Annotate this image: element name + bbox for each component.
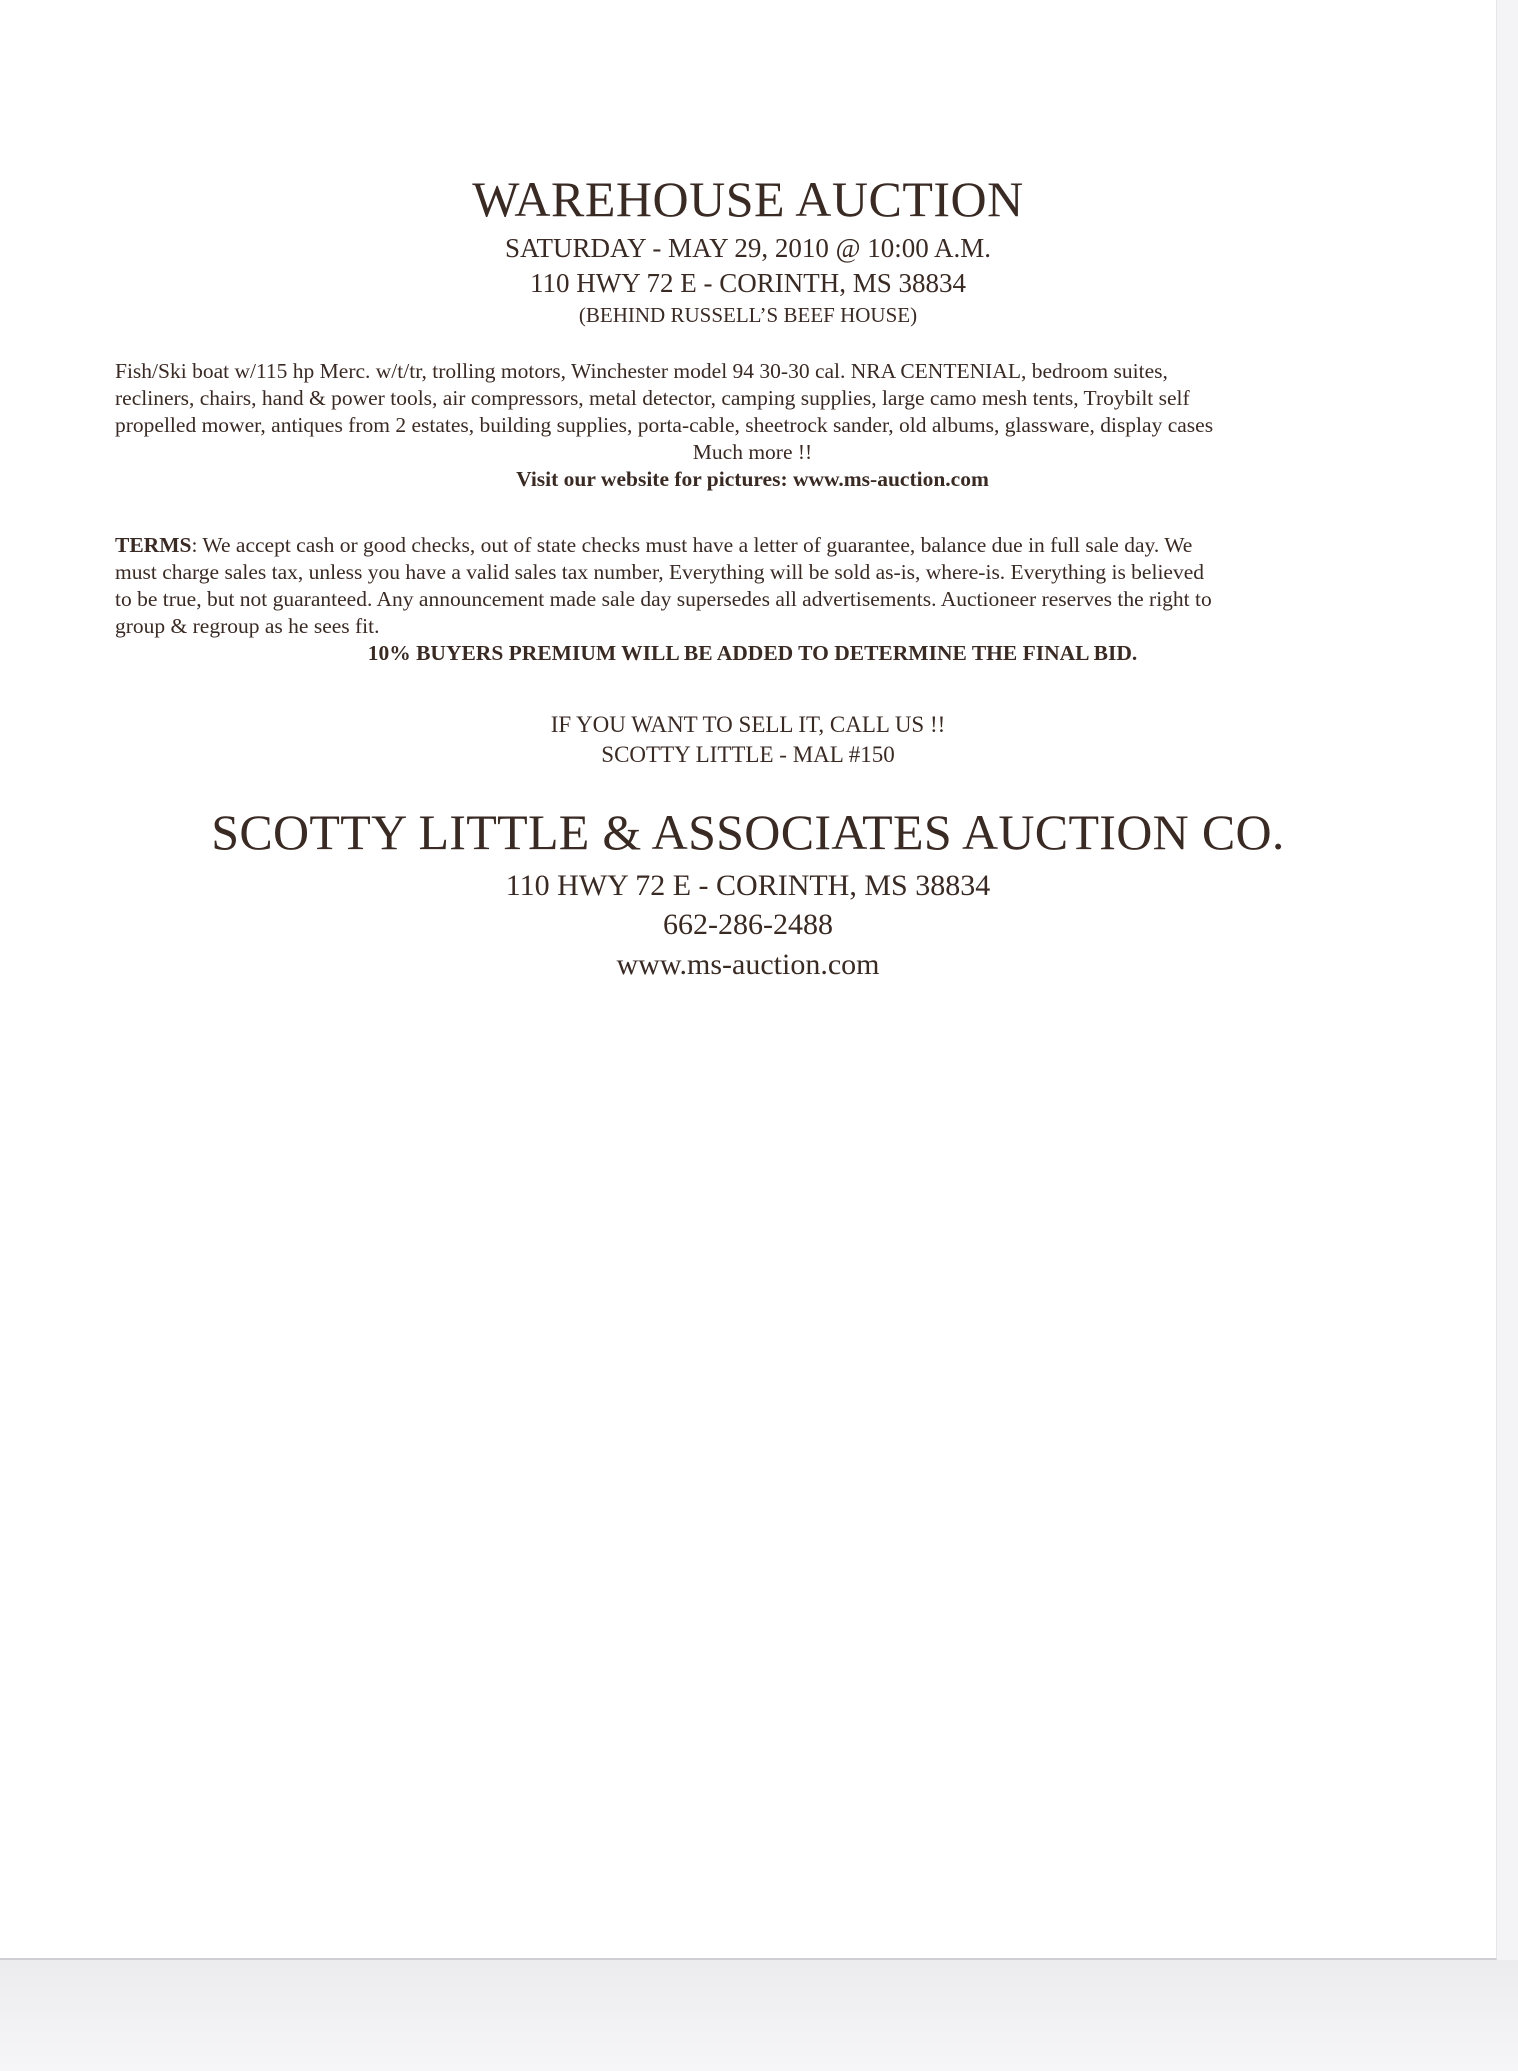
- terms-line: must charge sales tax, unless you have a valid sales tax number, Everything will be sold as-is, where-is. Everything is believed: [115, 560, 1205, 584]
- auction-date: SATURDAY - MAY 29, 2010 @ 10:00 A.M.: [505, 233, 991, 263]
- flyer-title: WAREHOUSE AUCTION: [472, 171, 1024, 227]
- items-line: Fish/Ski boat w/115 hp Merc. w/t/tr, trolling motors, Winchester model 94 30-30 cal. NRA CENTENIAL, bedroom suites,: [115, 359, 1168, 383]
- terms-line: to be true, but not guaranteed. Any announcement made sale day supersedes all advertisements. Auctioneer reserves the right to: [115, 587, 1212, 611]
- terms-paragraph: [115, 532, 1390, 667]
- items-line: propelled mower, antiques from 2 estates, building supplies, porta-cable, sheetrock sander, old albums, glassware, display cases: [115, 413, 1214, 437]
- terms-line: [115, 532, 1390, 559]
- website-note: Visit our website for pictures: www.ms-auction.com: [516, 467, 989, 491]
- sell-call: IF YOU WANT TO SELL IT, CALL US !!: [550, 712, 946, 737]
- terms-line: group & regroup as he sees fit.: [115, 614, 380, 638]
- location-note: (BEHIND RUSSELL’S BEEF HOUSE): [578, 303, 918, 327]
- items-paragraph: [115, 358, 1390, 493]
- company-website: www.ms-auction.com: [616, 948, 880, 981]
- auction-address: 110 HWY 72 E - CORINTH, MS 38834: [530, 268, 966, 298]
- items-more: Much more !!: [692, 440, 813, 464]
- company-name: SCOTTY LITTLE & ASSOCIATES AUCTION CO.: [211, 804, 1285, 860]
- company-phone: 662-286-2488: [663, 908, 833, 941]
- terms-first-line: : We accept cash or good checks, out of state checks must have a letter of guarantee, balance due in full sale day. We: [191, 533, 1193, 557]
- terms-label: TERMS: [115, 533, 192, 557]
- company-address: 110 HWY 72 E - CORINTH, MS 38834: [505, 869, 991, 902]
- auctioneer-license: SCOTTY LITTLE - MAL #150: [601, 742, 895, 767]
- buyers-premium-note: 10% BUYERS PREMIUM WILL BE ADDED TO DETERMINE THE FINAL BID.: [367, 641, 1138, 665]
- items-line: recliners, chairs, hand & power tools, air compressors, metal detector, camping supplies, large camo mesh tents, Troybilt self: [115, 386, 1190, 410]
- scanner-bed-margin: [0, 1960, 1518, 2071]
